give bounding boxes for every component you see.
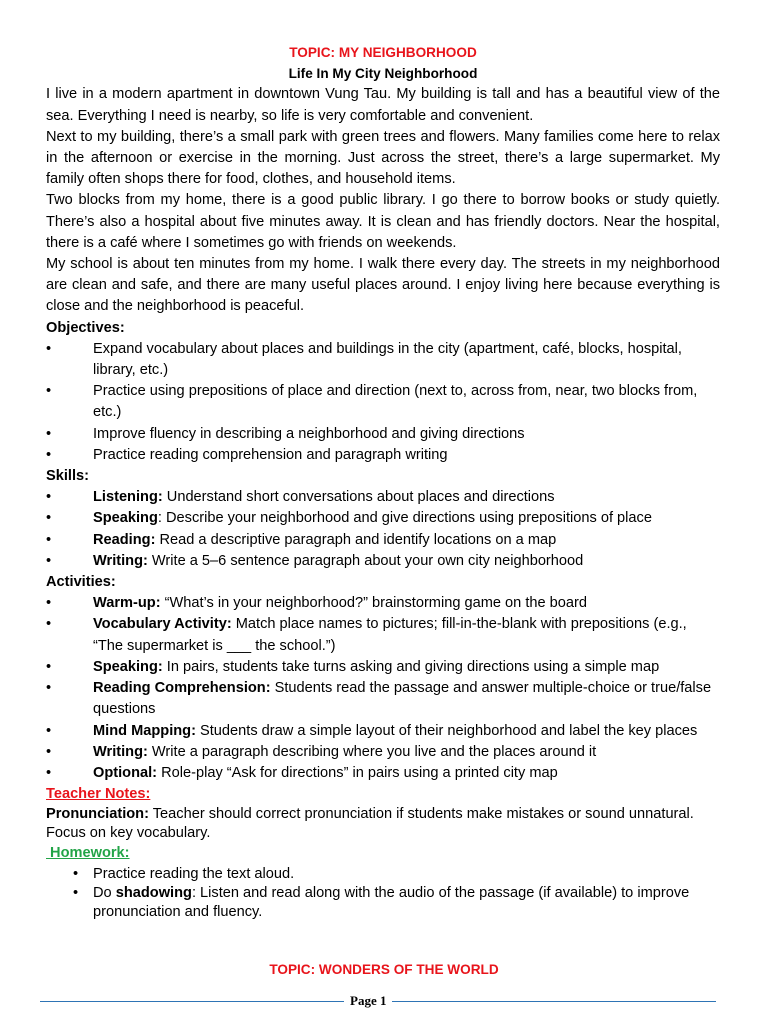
passage-title: Life In My City Neighborhood bbox=[288, 66, 478, 82]
bullet-icon: • bbox=[46, 595, 52, 612]
list-item: • Reading Comprehension: Students read the passage and answer multiple-choice or true/false questions bbox=[46, 680, 712, 718]
list-item: • Speaking: Describe your neighborhood and give directions using prepositions of place bbox=[46, 508, 720, 529]
bullet-icon: • bbox=[46, 743, 52, 760]
objectives-heading: Objectives: bbox=[46, 319, 125, 336]
skills-list bbox=[46, 487, 720, 572]
bullet-icon: • bbox=[46, 531, 52, 548]
list-item: • Reading: Read a descriptive paragraph and identify locations on a map bbox=[46, 530, 720, 551]
next-topic-heading: TOPIC: WONDERS OF THE WORLD bbox=[269, 962, 499, 977]
bullet-icon: • bbox=[46, 425, 52, 442]
list-item: • Expand vocabulary about places and buildings in the city (apartment, café, blocks, hospital, library, etc.) bbox=[46, 340, 682, 379]
paragraph-2: Next to my building, there’s a small park with green trees and flowers. Many families come here to relax in the afternoon or exercise in the morning. Just across the street, there’s a large supermarket. My family often shops there for food, clothes, and household items. bbox=[46, 128, 720, 188]
list-item: • Writing: Write a paragraph describing where you live and the places around it bbox=[46, 742, 720, 763]
bullet-icon: • bbox=[73, 865, 79, 882]
bullet-icon: • bbox=[46, 722, 52, 739]
homework-heading: Homework: bbox=[46, 845, 130, 862]
list-item: • Optional: Role-play “Ask for directions” in pairs using a printed city map bbox=[46, 763, 720, 784]
bullet-icon: • bbox=[73, 884, 79, 901]
bullet-icon: • bbox=[46, 446, 52, 463]
bullet-icon: • bbox=[46, 489, 52, 506]
homework-list bbox=[46, 865, 720, 922]
list-item: • Vocabulary Activity: Match place names to pictures; fill-in-the-blank with prepositions (e.g., “The supermarket is ___ the school.”) bbox=[46, 616, 687, 654]
bullet-icon: • bbox=[46, 340, 52, 357]
topic-heading: TOPIC: MY NEIGHBORHOOD bbox=[289, 45, 477, 60]
bullet-icon: • bbox=[46, 616, 52, 633]
bullet-icon: • bbox=[46, 764, 52, 781]
page-number: Page 1 bbox=[344, 993, 392, 1009]
list-item: • Practice using prepositions of place and direction (next to, across from, near, two blocks from, etc.) bbox=[46, 383, 698, 421]
bullet-icon: • bbox=[46, 383, 52, 400]
list-item: • Writing: Write a 5–6 sentence paragraph about your own city neighborhood bbox=[46, 551, 720, 572]
paragraph-3: Two blocks from my home, there is a good public library. I go there to borrow books or study quietly. There’s also a hospital about five minutes away. It is clean and has friendly doctors. Near the hospital, there is a café where I sometimes go with friends on weekends. bbox=[46, 192, 720, 251]
paragraph-4: My school is about ten minutes from my home. I walk there every day. The streets in my neighborhood are clean and safe, and there are many useful places around. I enjoy living here because everything is close and the neighborhood is peaceful. bbox=[46, 256, 720, 315]
activities-list bbox=[46, 593, 720, 784]
skills-heading: Skills: bbox=[46, 468, 89, 485]
list-item: • Mind Mapping: Students draw a simple layout of their neighborhood and label the key places bbox=[46, 721, 720, 742]
list-item: • Listening: Understand short conversations about places and directions bbox=[46, 487, 720, 508]
list-item: • Practice reading the text aloud. bbox=[73, 865, 295, 882]
activities-heading: Activities: bbox=[46, 574, 116, 591]
list-item: • Improve fluency in describing a neighborhood and giving directions bbox=[46, 424, 720, 445]
list-item: • Do shadowing: Listen and read along with the audio of the passage (if available) to improve pronunciation and fluency. bbox=[73, 884, 690, 920]
pronunciation-note: Pronunciation: Teacher should correct pronunciation if students make mistakes or sound unnatural. Focus on key vocabulary. bbox=[46, 806, 694, 842]
bullet-icon: • bbox=[46, 510, 52, 527]
list-item: • Speaking: In pairs, students take turns asking and giving directions using a simple map bbox=[46, 657, 720, 678]
bullet-icon: • bbox=[46, 552, 52, 569]
list-item: • Warm-up: “What’s in your neighborhood?” brainstorming game on the board bbox=[46, 593, 720, 614]
teacher-notes-heading: Teacher Notes: bbox=[46, 786, 151, 803]
objectives-list bbox=[46, 339, 720, 466]
bullet-icon: • bbox=[46, 658, 52, 675]
bullet-icon: • bbox=[46, 680, 52, 697]
document-page bbox=[46, 42, 720, 922]
paragraph-1: I live in a modern apartment in downtown Vung Tau. My building is tall and has a beautiful view of the sea. Everything I need is nearby, so life is very comfortable and convenient. bbox=[46, 86, 720, 124]
list-item: • Practice reading comprehension and paragraph writing bbox=[46, 445, 720, 466]
